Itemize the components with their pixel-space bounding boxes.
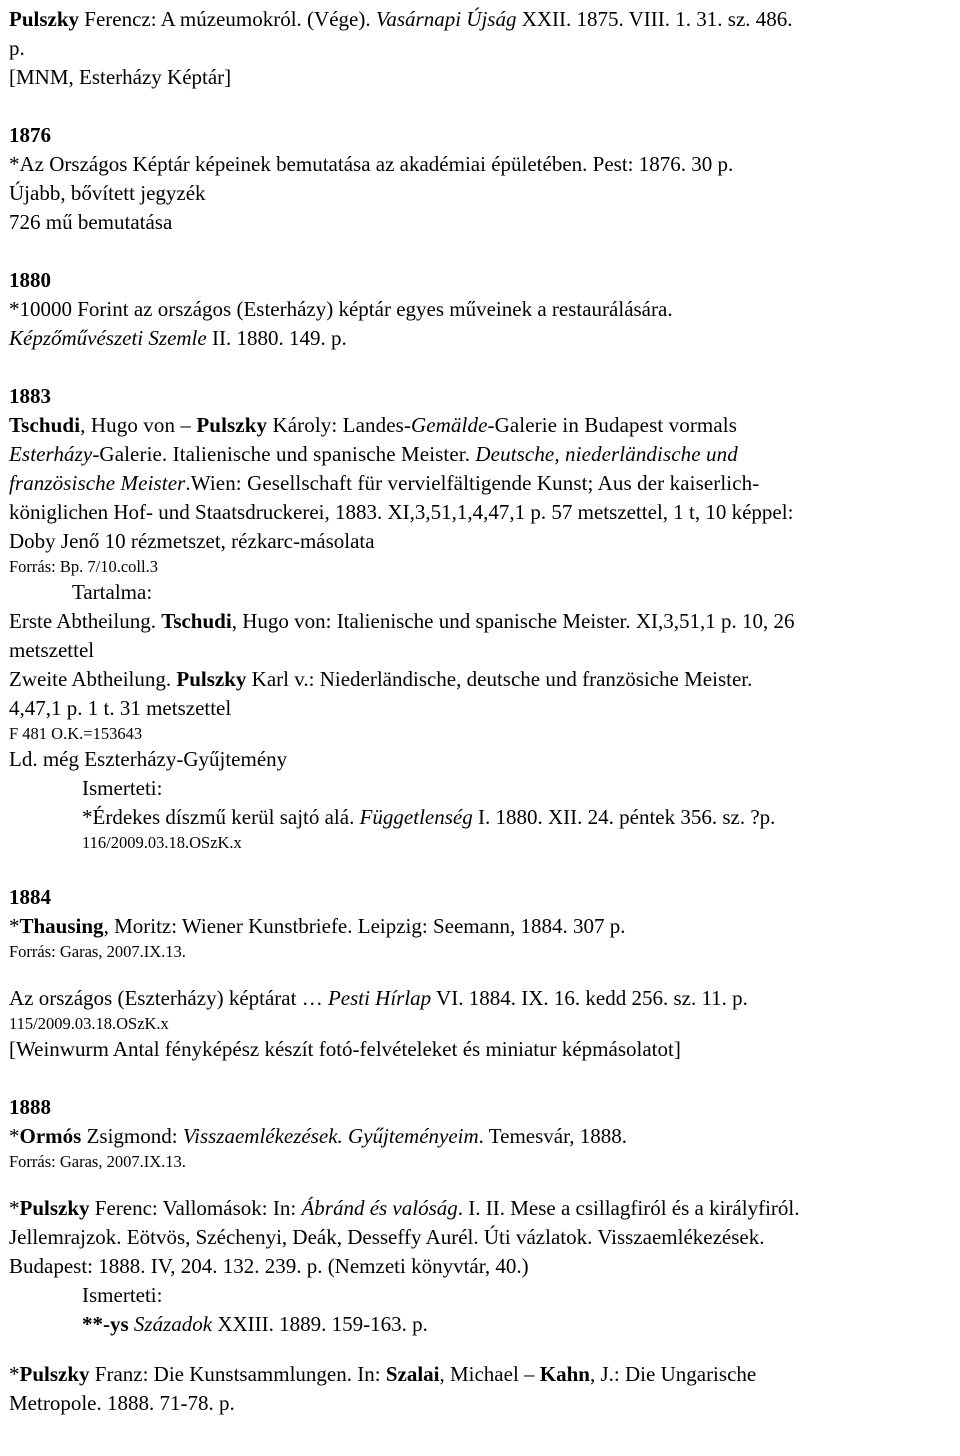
entry-line	[9, 469, 954, 498]
entry-line	[9, 411, 954, 440]
text-run: Pulszky	[176, 667, 247, 691]
entry-line	[9, 208, 954, 237]
text-run: Képzőművészeti Szemle	[9, 326, 207, 350]
review-label: Ismerteti:	[82, 776, 163, 800]
entry-line	[9, 803, 954, 832]
year-heading: 1888	[9, 1095, 51, 1119]
entry-line	[9, 1194, 954, 1223]
text-run: Doby Jenő 10 rézmetszet, rézkarc-másolata	[9, 529, 375, 553]
text-run: **-ys	[82, 1312, 129, 1336]
entry-line	[9, 1122, 954, 1151]
entry-line	[9, 694, 954, 723]
text-run: *Az Országos Képtár képeinek bemutatása az akadémiai épületében. Pest: 1876. 30 p.	[9, 152, 734, 176]
entry-line	[9, 745, 954, 774]
entry-line	[9, 636, 954, 665]
text-run: [Weinwurm Antal fényképész készít fotó-felvételeket és miniatur képmásolatot]	[9, 1037, 681, 1061]
text-run: Pulszky	[196, 413, 268, 437]
text-run: .Wien: Gesellschaft für vervielfältigende Kunst; Aus der kaiserlich-	[185, 471, 760, 495]
text-run: *	[9, 1362, 20, 1386]
source-note: Forrás: Garas, 2007.IX.13.	[9, 942, 186, 961]
text-run: Ld. még Eszterházy-Gyűjtemény	[9, 747, 288, 771]
text-run: Századok	[133, 1312, 213, 1336]
text-run: Deutsche, niederländische und	[475, 442, 738, 466]
catalog-number: F 481 O.K.=153643	[9, 724, 143, 743]
year-heading: 1883	[9, 384, 51, 408]
entry-line	[9, 440, 954, 469]
entry-line	[9, 1223, 954, 1252]
source-note: Forrás: Bp. 7/10.coll.3	[9, 557, 158, 576]
entry-line	[9, 1035, 954, 1064]
text-run: Budapest: 1888. IV, 204. 132. 239. p. (Nemzeti könyvtár, 40.)	[9, 1254, 529, 1278]
text-run: , Michael –	[439, 1362, 540, 1386]
text-run: 726 mű bemutatása	[9, 210, 173, 234]
text-run: Ferenc: Vallomások: In:	[89, 1196, 302, 1220]
entry-line	[9, 607, 954, 636]
text-run: VI. 1884. IX. 16. kedd 256. sz. 11. p.	[431, 986, 748, 1010]
year-heading: 1880	[9, 268, 51, 292]
text-run: französische Meister	[9, 471, 186, 495]
entry-line	[9, 1310, 954, 1339]
text-run: Vasárnapi Újság	[375, 7, 517, 31]
text-run: Az országos (Eszterházy) képtárat …	[9, 986, 328, 1010]
text-run: XXII. 1875. VIII. 1. 31. sz. 486.	[516, 7, 793, 31]
text-run: Függetlenség	[359, 805, 473, 829]
text-run: Franz: Die Kunstsammlungen. In:	[89, 1362, 386, 1386]
year-heading: 1884	[9, 885, 51, 909]
text-run: Metropole. 1888. 71-78. p.	[9, 1391, 235, 1415]
contents-label: Tartalma:	[72, 580, 153, 604]
text-run: Károly: Landes-	[267, 413, 411, 437]
text-run: Pulszky	[19, 1196, 90, 1220]
entry-line	[9, 179, 954, 208]
text-run: Újabb, bővített jegyzék	[9, 181, 206, 205]
text-run: Zsigmond:	[81, 1124, 183, 1148]
text-run: Zweite Abtheilung.	[9, 667, 177, 691]
text-run: -Galerie in Budapest vormals	[487, 413, 737, 437]
text-run: Ferencz: A múzeumokról. (Vége).	[79, 7, 376, 31]
text-run: Ábránd és valóság	[301, 1196, 458, 1220]
text-run: *10000 Forint az országos (Esterházy) képtár egyes műveinek a restaurálására.	[9, 297, 673, 321]
year-heading: 1876	[9, 123, 51, 147]
text-run: II. 1880. 149. p.	[206, 326, 347, 350]
text-run: I. 1880. XII. 24. péntek 356. sz. ?p.	[472, 805, 776, 829]
text-run: Jellemrajzok. Eötvös, Széchenyi, Deák, Desseffy Aurél. Úti vázlatok. Visszaemlékezések.	[9, 1225, 765, 1249]
entry-line	[9, 1389, 954, 1418]
text-run: , Hugo von: Italienische und spanische Meister. XI,3,51,1 p. 10, 26	[231, 609, 795, 633]
text-run: *Érdekes díszmű kerül sajtó alá.	[82, 805, 360, 829]
text-run: p.	[9, 36, 25, 60]
text-run: -Galerie. Italienische und spanische Meister.	[92, 442, 476, 466]
text-run: [MNM, Esterházy Képtár]	[9, 65, 232, 89]
entry-line	[9, 984, 954, 1013]
entry-line	[9, 295, 954, 324]
text-run: Szalai	[385, 1362, 440, 1386]
entry-line	[9, 5, 954, 34]
text-run: , Moritz: Wiener Kunstbriefe. Leipzig: Seemann, 1884. 307 p.	[103, 914, 626, 938]
entry-line	[9, 912, 954, 941]
text-run: *	[9, 914, 20, 938]
text-run: Tschudi	[9, 413, 81, 437]
entry-line	[9, 150, 954, 179]
entry-line	[9, 1252, 954, 1281]
text-run: Kahn	[539, 1362, 590, 1386]
document-page	[9, 5, 954, 1418]
text-run: Thausing	[19, 914, 104, 938]
text-run: königlichen Hof- und Staatsdruckerei, 1883. XI,3,51,1,4,47,1 p. 57 metszettel, 1 t, 10 képpel:	[9, 500, 794, 524]
text-run: Ormós	[19, 1124, 82, 1148]
text-run: Gemälde	[410, 413, 488, 437]
text-run: , Hugo von –	[80, 413, 197, 437]
source-note: 115/2009.03.18.OSzK.x	[9, 1014, 169, 1033]
entry-line	[9, 324, 954, 353]
text-run: metszettel	[9, 638, 95, 662]
entry-line	[9, 1360, 954, 1389]
source-note: 116/2009.03.18.OSzK.x	[82, 833, 242, 852]
entry-line	[9, 527, 954, 556]
source-note: Forrás: Garas, 2007.IX.13.	[9, 1152, 186, 1171]
text-run: Pesti Hírlap	[327, 986, 432, 1010]
text-run: Visszaemlékezések. Gyűjteményeim	[182, 1124, 479, 1148]
text-run: Esterházy	[9, 442, 93, 466]
text-run: *	[9, 1196, 20, 1220]
text-run: . Temesvár, 1888.	[478, 1124, 628, 1148]
text-run: , J.: Die Ungarische	[590, 1362, 757, 1386]
text-run: Pulszky	[19, 1362, 90, 1386]
entry-line	[9, 34, 954, 63]
text-run: *	[9, 1124, 20, 1148]
entry-line	[9, 498, 954, 527]
text-run: 4,47,1 p. 1 t. 31 metszettel	[9, 696, 232, 720]
entry-line	[9, 63, 954, 92]
text-run: Erste Abtheilung.	[9, 609, 162, 633]
review-label: Ismerteti:	[82, 1283, 163, 1307]
text-run: Karl v.: Niederländische, deutsche und französiche Meister.	[246, 667, 753, 691]
entry-line	[9, 665, 954, 694]
text-run: . I. II. Mese a csillagfiról és a királyfiról.	[457, 1196, 800, 1220]
text-run: XXIII. 1889. 159-163. p.	[212, 1312, 428, 1336]
text-run: Tschudi	[161, 609, 232, 633]
text-run: Pulszky	[9, 7, 80, 31]
